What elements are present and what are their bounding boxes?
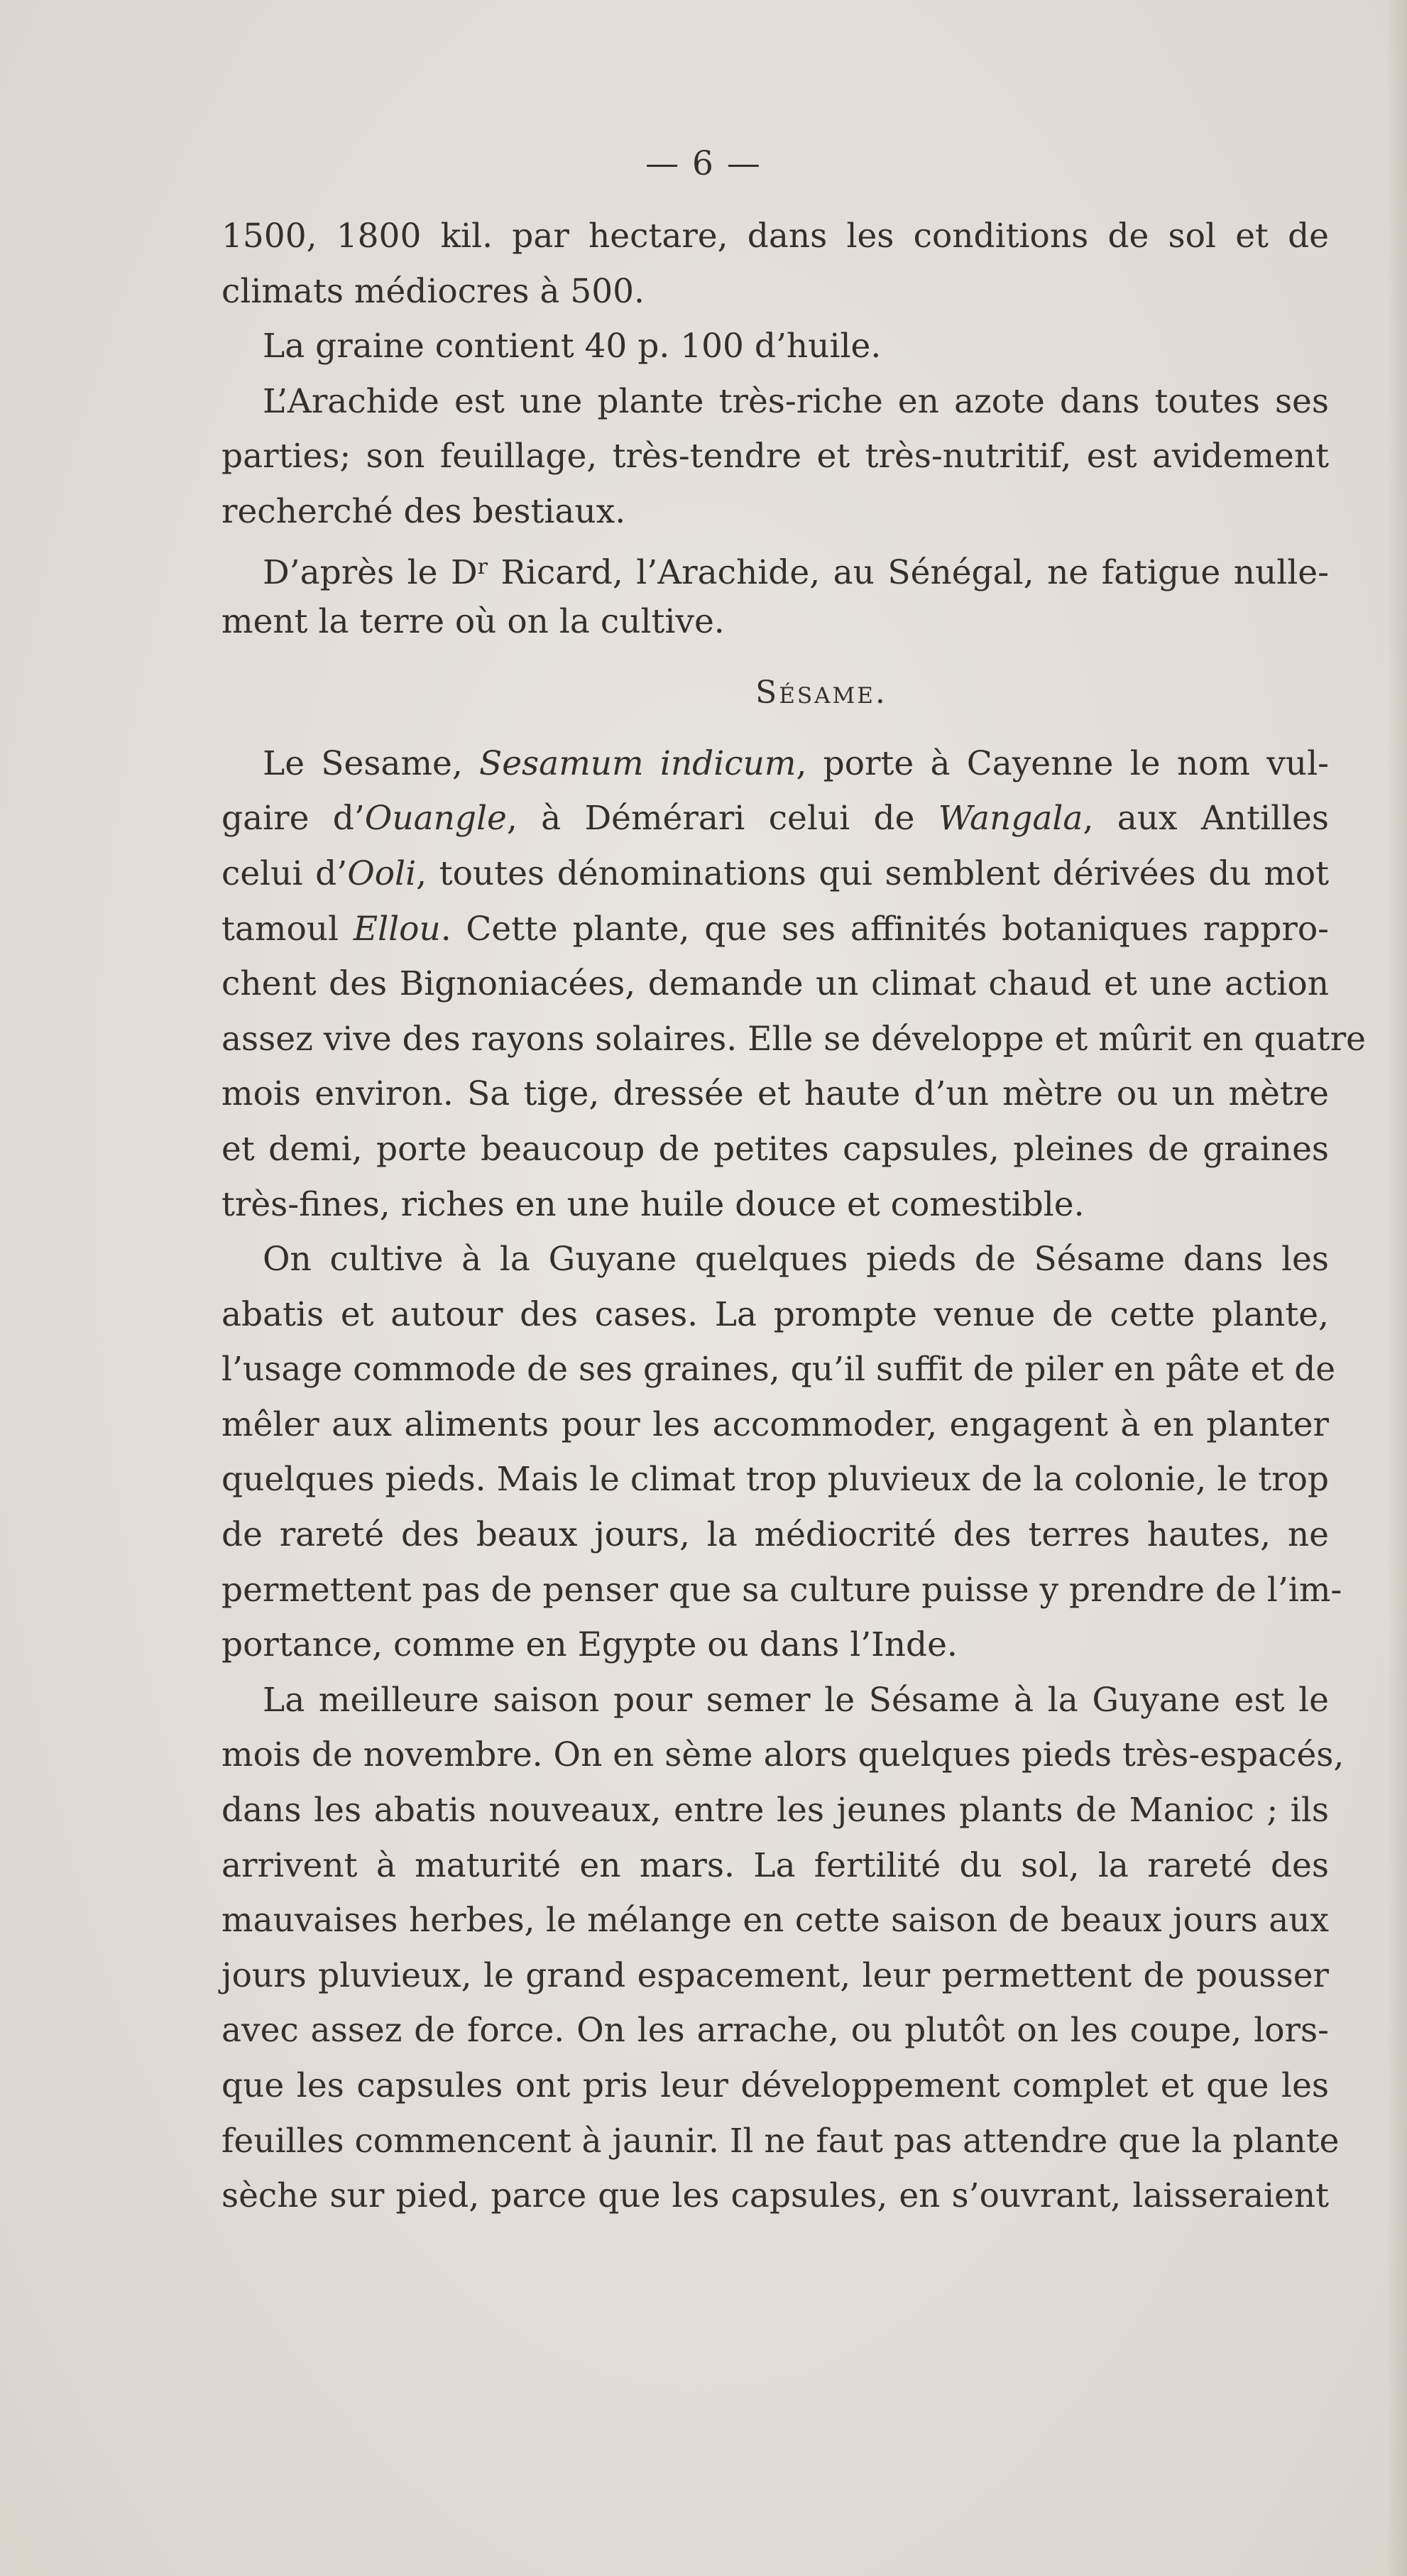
- text-line: [221, 736, 1329, 792]
- text-line: permettent pas de penser que sa culture puisse y prendre de l’im-: [221, 1570, 1342, 1610]
- text-line: [221, 791, 1329, 846]
- text-line: avec assez de force. On les arrache, ou plutôt on les coupe, lors-: [221, 2011, 1329, 2051]
- text-line: arrivent à maturité en mars. La fertilité du sol, la rareté des: [221, 1845, 1329, 1885]
- text-line: portance, comme en Egypte ou dans l’Inde.: [221, 1625, 958, 1665]
- text-line: ment la terre où on la cultive.: [221, 602, 725, 642]
- text-line: que les capsules ont pris leur développement complet et que les: [221, 2066, 1329, 2105]
- text-line: quelques pieds. Mais le climat trop pluvieux de la colonie, le trop: [221, 1460, 1329, 1500]
- text-line: mauvaises herbes, le mélange en cette saison de beaux jours aux: [221, 1901, 1329, 1941]
- text-line: L’Arachide est une plante très-riche en azote dans toutes ses: [263, 381, 1329, 421]
- text-run: D’après le D: [263, 552, 478, 592]
- text-run: celui d’: [221, 853, 348, 893]
- text-line: La graine contient 40 p. 100 d’huile.: [263, 327, 882, 366]
- text-line: sèche sur pied, parce que les capsules, en s’ouvrant, laisseraient: [221, 2176, 1329, 2216]
- vernacular-name: Ooli: [347, 853, 417, 893]
- text-run: tamoul: [221, 909, 354, 949]
- text-run: Le Sesame,: [263, 743, 480, 783]
- section-heading-text: Sésame.: [755, 674, 887, 711]
- vernacular-name: Ouangle: [364, 799, 507, 839]
- text-line: mois de novembre. On en sème alors quelques pieds très-espacés,: [221, 1735, 1345, 1775]
- section-heading: [221, 650, 1329, 736]
- text-line: de rareté des beaux jours, la médiocrité des terres hautes, ne: [221, 1515, 1329, 1555]
- text-line: climats médiocres à 500.: [221, 271, 645, 311]
- page-number: — 6 —: [645, 144, 762, 183]
- text-line: 1500, 1800 kil. par hectare, dans les conditions de sol et de: [221, 217, 1329, 256]
- text-line: chent des Bignoniacées, demande un climat chaud et une action: [221, 964, 1329, 1004]
- text-run: , aux Antilles: [1083, 799, 1329, 839]
- text-run: Ricard, l’Arachide, au Sénégal, ne fatigue nulle-: [488, 552, 1330, 592]
- text-line: [221, 540, 1329, 595]
- text-run: , à Démérari celui de: [506, 799, 938, 839]
- text-line: feuilles commencent à jaunir. Il ne faut pas attendre que la plante: [221, 2121, 1340, 2161]
- text-line: [221, 902, 1329, 957]
- page-body: [221, 209, 1366, 2224]
- text-run: , toutes dénominations qui semblent dérivées du mot: [416, 853, 1329, 893]
- text-line: mêler aux aliments pour les accommoder, engagent à en planter: [221, 1404, 1329, 1444]
- text-line: dans les abatis nouveaux, entre les jeunes plants de Manioc ; ils: [221, 1791, 1329, 1830]
- text-line: La meilleure saison pour semer le Sésame à la Guyane est le: [263, 1680, 1329, 1720]
- text-line: recherché des bestiaux.: [221, 491, 626, 531]
- text-line: assez vive des rayons solaires. Elle se développe et mûrit en quatre: [221, 1019, 1366, 1059]
- text-line: abatis et autour des cases. La prompte venue de cette plante,: [221, 1294, 1329, 1334]
- latin-name: Sesamum indicum: [479, 743, 796, 783]
- text-run: gaire d’: [221, 799, 365, 839]
- text-line: et demi, porte beaucoup de petites capsules, pleines de graines: [221, 1129, 1329, 1169]
- text-line: On cultive à la Guyane quelques pieds de Sésame dans les: [263, 1240, 1329, 1279]
- vernacular-name: Ellou: [353, 909, 441, 949]
- text-run: , porte à Cayenne le nom vul-: [796, 743, 1329, 783]
- vernacular-name: Wangala: [938, 799, 1083, 839]
- superscript: r: [477, 554, 488, 579]
- text-line: très-fines, riches en une huile douce et comestible.: [221, 1184, 1085, 1224]
- text-line: parties; son feuillage, très-tendre et très-nutritif, est avidement: [221, 437, 1329, 476]
- text-line: mois environ. Sa tige, dressée et haute d’un mètre ou un mètre: [221, 1074, 1329, 1114]
- text-line: jours pluvieux, le grand espacement, leur permettent de pousser: [221, 1955, 1329, 1995]
- page-edge-shadow: [1387, 0, 1407, 2576]
- text-run: . Cette plante, que ses affinités botaniques rappro-: [440, 909, 1329, 949]
- text-line: l’usage commode de ses graines, qu’il suffit de piler en pâte et de: [221, 1350, 1336, 1390]
- text-line: [221, 846, 1329, 902]
